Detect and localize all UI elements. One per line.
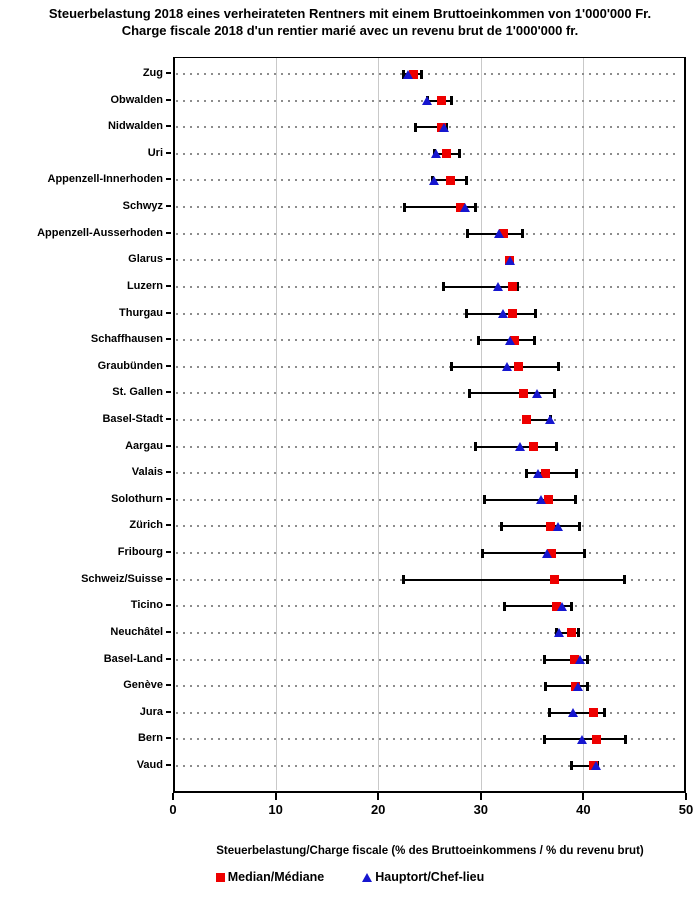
y-tick <box>166 631 171 633</box>
canton-label: Thurgau <box>119 306 163 319</box>
row-dotted-line <box>176 392 675 394</box>
range-min-cap <box>450 362 453 371</box>
median-marker <box>514 362 523 371</box>
range-min-cap <box>481 549 484 558</box>
canton-label: Neuchâtel <box>110 625 163 638</box>
x-tick-label: 40 <box>576 802 591 817</box>
row-dotted-line <box>176 419 675 421</box>
y-tick <box>166 365 171 367</box>
canton-label: Jura <box>139 705 163 718</box>
median-marker <box>589 708 598 717</box>
range-min-cap <box>402 575 405 584</box>
hauptort-marker <box>498 309 508 318</box>
row-range-whisker <box>444 286 518 288</box>
x-tick-label: 10 <box>268 802 283 817</box>
hauptort-marker <box>431 149 441 158</box>
y-tick <box>166 152 171 154</box>
y-tick <box>166 524 171 526</box>
row-range-whisker <box>501 525 579 527</box>
y-tick <box>166 391 171 393</box>
canton-label: Glarus <box>128 253 163 266</box>
row-dotted-line <box>176 233 675 235</box>
canton-label: Uri <box>147 146 163 159</box>
canton-label: Schweiz/Suisse <box>81 572 163 585</box>
legend-median-label: Median/Médiane <box>227 870 325 884</box>
hauptort-marker <box>575 655 585 664</box>
range-max-cap <box>577 628 580 637</box>
row-dotted-line <box>176 259 675 261</box>
y-tick <box>166 338 171 340</box>
range-max-cap <box>450 96 453 105</box>
canton-label: Genève <box>123 679 163 692</box>
range-min-cap <box>544 682 547 691</box>
hauptort-marker <box>542 549 552 558</box>
y-tick <box>166 445 171 447</box>
hauptort-marker <box>429 176 439 185</box>
median-marker <box>529 442 538 451</box>
range-min-cap <box>548 708 551 717</box>
hauptort-marker <box>505 336 515 345</box>
x-tick-label: 30 <box>473 802 489 817</box>
y-tick <box>166 258 171 260</box>
median-square-icon <box>216 873 225 882</box>
row-range-whisker <box>485 499 575 501</box>
y-tick <box>166 312 171 314</box>
median-marker <box>508 309 517 318</box>
x-tick <box>275 793 277 800</box>
range-max-cap <box>420 70 423 79</box>
chart-title <box>0 5 700 39</box>
hauptort-marker <box>439 123 449 132</box>
y-tick <box>166 737 171 739</box>
range-min-cap <box>465 309 468 318</box>
hauptort-marker <box>493 282 503 291</box>
median-marker <box>508 282 517 291</box>
median-marker <box>567 628 576 637</box>
row-dotted-line <box>176 685 675 687</box>
canton-label: Vaud <box>136 758 163 771</box>
range-min-cap <box>474 442 477 451</box>
range-min-cap <box>466 229 469 238</box>
canton-label: Basel-Stadt <box>102 412 163 425</box>
range-min-cap <box>483 495 486 504</box>
range-max-cap <box>474 203 477 212</box>
x-tick <box>582 793 584 800</box>
median-marker <box>550 575 559 584</box>
range-min-cap <box>503 602 506 611</box>
range-max-cap <box>553 389 556 398</box>
y-tick <box>166 418 171 420</box>
median-marker <box>437 96 446 105</box>
range-max-cap <box>465 176 468 185</box>
row-dotted-line <box>176 605 675 607</box>
row-dotted-line <box>176 313 675 315</box>
median-marker <box>592 735 601 744</box>
legend <box>0 870 700 884</box>
canton-label: Aargau <box>125 439 163 452</box>
range-min-cap <box>500 522 503 531</box>
hauptort-marker <box>554 628 564 637</box>
grid-line <box>378 58 379 790</box>
canton-label: Appenzell-Innerhoden <box>47 173 163 186</box>
y-tick <box>166 764 171 766</box>
range-max-cap <box>555 442 558 451</box>
legend-item-hauptort <box>362 870 484 884</box>
hauptort-marker <box>505 256 515 265</box>
row-dotted-line <box>176 632 675 634</box>
canton-label: Solothurn <box>111 492 163 505</box>
plot-area <box>173 57 686 793</box>
row-dotted-line <box>176 339 675 341</box>
canton-label: Bern <box>137 732 163 745</box>
canton-label: Schaffhausen <box>90 333 163 346</box>
y-tick <box>166 658 171 660</box>
hauptort-marker <box>515 442 525 451</box>
range-min-cap <box>543 655 546 664</box>
hauptort-marker <box>502 362 512 371</box>
chart-title-line1: Steuerbelastung 2018 eines verheirateten Rentners mit einem Bruttoeinkommen von 1'000'000 Fr. <box>48 6 652 21</box>
range-min-cap <box>414 123 417 132</box>
canton-label: Graubünden <box>97 359 163 372</box>
hauptort-marker <box>577 735 587 744</box>
row-dotted-line <box>176 552 675 554</box>
canton-label: Appenzell-Ausserhoden <box>37 226 163 239</box>
canton-label: St. Gallen <box>112 386 163 399</box>
x-tick-label: 0 <box>169 802 177 817</box>
grid-line <box>481 58 482 790</box>
canton-label: Valais <box>131 466 163 479</box>
hauptort-marker <box>533 469 543 478</box>
range-min-cap <box>468 389 471 398</box>
median-marker <box>519 389 528 398</box>
canton-label: Nidwalden <box>107 120 163 133</box>
x-tick <box>685 793 687 800</box>
hauptort-marker <box>591 761 601 770</box>
row-dotted-line <box>176 366 675 368</box>
hauptort-marker <box>494 229 504 238</box>
legend-item-median <box>216 870 325 884</box>
range-max-cap <box>586 655 589 664</box>
y-tick <box>166 99 171 101</box>
median-marker <box>446 176 455 185</box>
row-dotted-line <box>176 286 675 288</box>
range-max-cap <box>534 309 537 318</box>
range-max-cap <box>521 229 524 238</box>
y-tick <box>166 72 171 74</box>
row-range-whisker <box>483 552 585 554</box>
range-min-cap <box>570 761 573 770</box>
range-max-cap <box>583 549 586 558</box>
hauptort-marker <box>568 708 578 717</box>
row-dotted-line <box>176 179 675 181</box>
x-tick <box>172 793 174 800</box>
hauptort-marker <box>460 203 470 212</box>
y-tick <box>166 178 171 180</box>
median-marker <box>442 149 451 158</box>
row-dotted-line <box>176 499 675 501</box>
canton-label: Obwalden <box>110 93 163 106</box>
range-max-cap <box>603 708 606 717</box>
hauptort-marker <box>403 70 413 79</box>
range-min-cap <box>477 336 480 345</box>
range-max-cap <box>533 336 536 345</box>
y-tick <box>166 498 171 500</box>
canton-label: Luzern <box>126 279 163 292</box>
hauptort-triangle-icon <box>362 873 372 882</box>
x-axis-title: Steuerbelastung/Charge fiscale (% des Bruttoeinkommens / % du revenu brut) <box>216 845 644 857</box>
hauptort-marker <box>553 522 563 531</box>
y-tick <box>166 232 171 234</box>
hauptort-marker <box>422 96 432 105</box>
grid-line <box>276 58 277 790</box>
y-tick <box>166 205 171 207</box>
hauptort-marker <box>573 682 583 691</box>
canton-label: Ticino <box>130 599 163 612</box>
row-dotted-line <box>176 446 675 448</box>
row-dotted-line <box>176 525 675 527</box>
range-min-cap <box>525 469 528 478</box>
y-tick <box>166 578 171 580</box>
canton-label: Fribourg <box>117 546 163 559</box>
canton-label: Zug <box>142 67 163 79</box>
range-max-cap <box>557 362 560 371</box>
row-dotted-line <box>176 153 675 155</box>
y-tick <box>166 471 171 473</box>
y-tick <box>166 551 171 553</box>
range-min-cap <box>403 203 406 212</box>
hauptort-marker <box>532 389 542 398</box>
hauptort-marker <box>557 602 567 611</box>
row-range-whisker <box>404 579 625 581</box>
y-tick <box>166 285 171 287</box>
range-max-cap <box>574 495 577 504</box>
grid-line <box>583 58 584 790</box>
median-marker <box>522 415 531 424</box>
y-tick <box>166 684 171 686</box>
range-min-cap <box>543 735 546 744</box>
legend-hauptort-label: Hauptort/Chef-lieu <box>375 870 485 884</box>
x-tick-label: 20 <box>370 802 386 817</box>
y-tick <box>166 711 171 713</box>
range-max-cap <box>586 682 589 691</box>
range-max-cap <box>575 469 578 478</box>
row-dotted-line <box>176 659 675 661</box>
hauptort-marker <box>545 415 555 424</box>
range-max-cap <box>578 522 581 531</box>
range-max-cap <box>570 602 573 611</box>
x-tick-label: 50 <box>678 802 694 817</box>
range-max-cap <box>458 149 461 158</box>
canton-label: Zürich <box>129 519 163 532</box>
row-dotted-line <box>176 472 675 474</box>
range-max-cap <box>623 575 626 584</box>
y-tick <box>166 604 171 606</box>
canton-label: Schwyz <box>122 200 163 213</box>
canton-label: Basel-Land <box>103 652 163 665</box>
y-tick <box>166 125 171 127</box>
x-tick <box>377 793 379 800</box>
range-max-cap <box>624 735 627 744</box>
x-tick <box>480 793 482 800</box>
range-min-cap <box>442 282 445 291</box>
hauptort-marker <box>536 495 546 504</box>
chart-title-line2: Charge fiscale 2018 d'un rentier marié avec un revenu brut de 1'000'000 fr. <box>121 23 579 38</box>
row-dotted-line <box>176 73 675 75</box>
